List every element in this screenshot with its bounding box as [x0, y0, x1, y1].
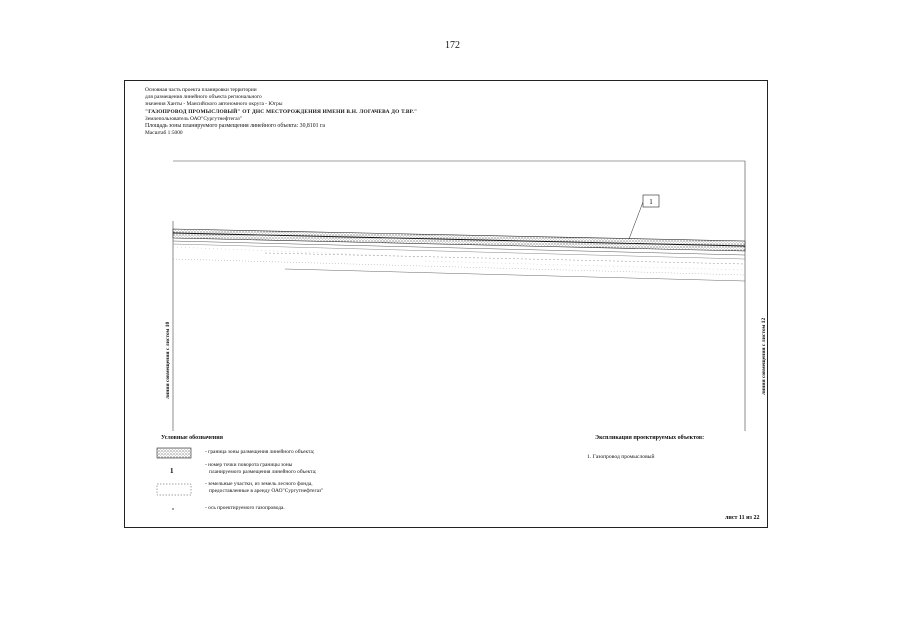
- legend-item: [205, 462, 316, 476]
- callout-label: 1: [649, 198, 653, 206]
- map-frame: [125, 81, 767, 527]
- title-line: для размещения линейного объекта регионального: [145, 94, 262, 101]
- match-line-right: линия совмещения с листом 12: [761, 317, 767, 395]
- legend-text: - ось проектируемого газопровода.: [205, 505, 285, 511]
- explication-title: Экспликация проектируемых объектов:: [595, 435, 705, 441]
- map-scale: Масштаб 1:5000: [145, 130, 183, 137]
- title-line: значения Ханты - Мансийского автономного округа - Югры: [145, 101, 283, 108]
- match-line-left: линия совмещения с листом 10: [165, 321, 171, 399]
- legend-text: планируемого размещения линейного объекта;: [209, 469, 317, 475]
- explication-item: 1. Газопровод промысловый: [587, 454, 655, 460]
- pipeline-zone: [173, 229, 745, 251]
- point-number-icon: 1: [170, 467, 174, 475]
- legend-text: предоставленные в аренду ОАО"Сургутнефтегаз": [209, 488, 324, 494]
- legend-title: Условные обозначения: [161, 435, 223, 441]
- legend-item: [205, 481, 323, 495]
- parcel-line: [425, 261, 745, 270]
- zone-area: Площадь зоны планируемого размещения линейного объекта: 30,8101 га: [145, 123, 325, 130]
- legend-text: - номер точки поворота границы зоны: [205, 462, 293, 468]
- legend-item: [205, 449, 314, 456]
- title-line: Основная часть проекта планировки территории: [145, 87, 257, 93]
- land-user: Землепользователь ОАО"Сургутнефтегаз": [145, 115, 242, 122]
- parcel-line: [265, 253, 745, 264]
- legend-item: [205, 505, 285, 512]
- legend-text: - граница зоны размещения линейного объекта;: [205, 449, 315, 455]
- legend-text: - земельные участки, из земель лесного фонда,: [205, 481, 313, 487]
- sheet-number: лист 11 из 22: [725, 515, 760, 521]
- parcel-line: [173, 259, 745, 275]
- object-name: "ГАЗОПРОВОД ПРОМЫСЛОВЫЙ" ОТ ДНС МЕСТОРОЖДЕНИЯ ИМЕНИ В.Н. ЛОГАЧЕВА ДО Т.ВР.": [145, 108, 418, 115]
- page-number: 172: [445, 40, 460, 51]
- drawing-sheet: [124, 80, 768, 528]
- callout-leader: [629, 202, 643, 239]
- parcel-line: [173, 247, 425, 257]
- hatched-zone-icon: [157, 448, 191, 458]
- axis-dot-icon: [172, 508, 173, 509]
- dashed-parcel-icon: [157, 484, 191, 495]
- parcel-line: [285, 269, 745, 281]
